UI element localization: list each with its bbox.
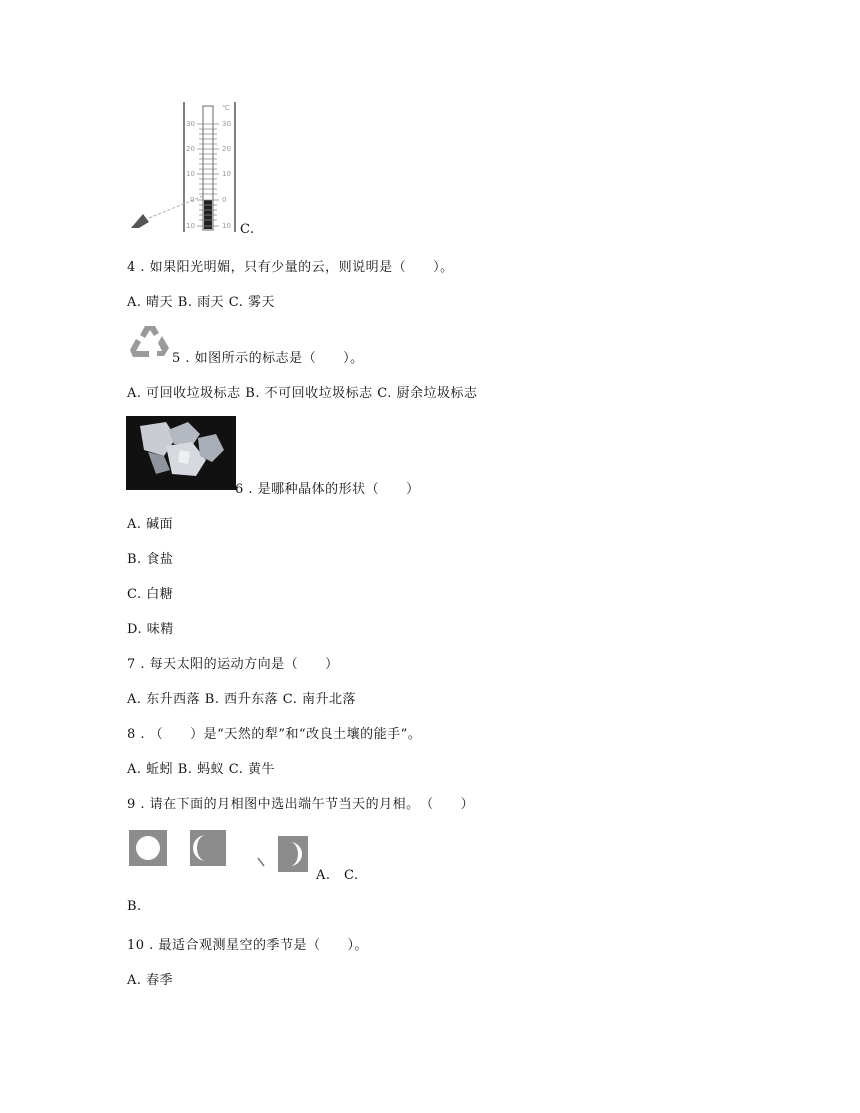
thermometer-left-label: 10 [186,222,195,230]
q3-option-c: C. [240,222,255,237]
q9-option-b: B. [127,899,142,914]
moon-crescent-left-icon [190,830,226,866]
thermometer-figure [127,100,239,236]
thermometer-right-label: 10 [222,170,231,178]
q5-options: A. 可回收垃圾标志 B. 不可回收垃圾标志 C. 厨余垃圾标志 [127,386,478,401]
thermometer-left-label: 20 [186,145,195,153]
q7-question: 7 . 每天太阳的运动方向是（ ） [127,657,339,672]
q6-option-d: D. 味精 [127,622,174,637]
thermometer-right-label: 10 [222,222,231,230]
thermometer-right-label: 0 [222,196,227,204]
q6-option-c: C. 白糖 [127,587,174,602]
q9-question: 9 . 请在下面的月相图中选出端午节当天的月相。 （ ） [127,797,475,812]
q4-options: A. 晴天 B. 雨天 C. 雾天 [127,295,275,310]
q10-question: 10 . 最适合观测星空的季节是（ ）。 [127,938,368,953]
q10-option-a: A. 春季 [127,973,174,988]
thermometer-left-label: 0 [190,196,195,204]
recycle-symbol-icon [127,322,173,362]
q7-options: A. 东升西落 B. 西升东落 C. 南升北落 [127,692,356,707]
thermometer-left-label: 30 [186,120,195,128]
q5-question: 5 . 如图所示的标志是（ ）。 [172,351,364,366]
thermometer-right-label: 30 [222,120,231,128]
moon-full-icon [129,830,167,866]
q9-options-ac: A. C. [316,868,359,883]
q4-question: 4 . 如果阳光明媚，只有少量的云，则说明是（ ）。 [127,260,454,275]
thermometer-unit: ℃ [222,104,230,112]
q8-question: 8 . （ ）是“天然的犁”和“改良土壤的能手”。 [127,727,422,742]
q8-options: A. 蚯蚓 B. 蚂蚁 C. 黄牛 [127,762,275,777]
thermometer-right-label: 20 [222,145,231,153]
q6-option-b: B. 食盐 [127,552,174,567]
crystal-photo [126,416,236,490]
q6-option-a: A. 碱面 [127,517,174,532]
thermometer-left-label: 10 [186,170,195,178]
moon-crescent-right-icon [254,834,310,874]
q6-question: 6 . 是哪种晶体的形状（ ） [235,482,420,497]
